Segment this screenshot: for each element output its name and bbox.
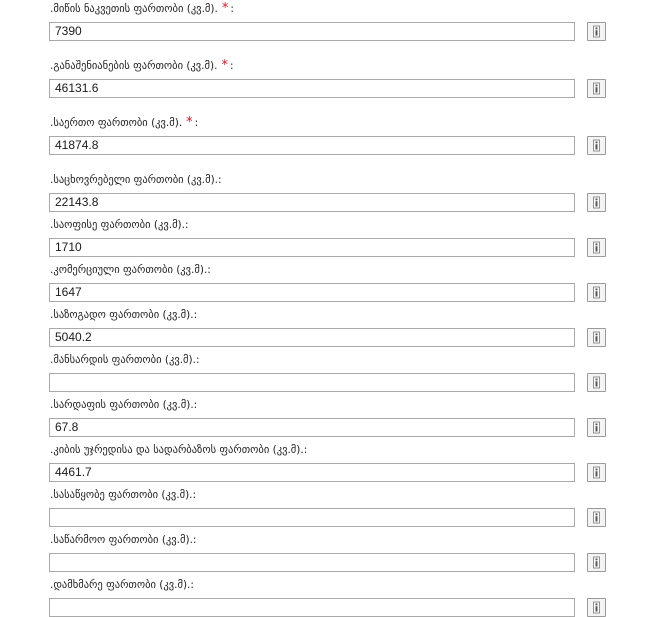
built-up-area-input[interactable]: 46131.6 bbox=[49, 79, 575, 98]
info-button[interactable] bbox=[587, 79, 606, 98]
info-button[interactable] bbox=[587, 136, 606, 155]
field-label: .მანსარდის ფართობი (კვ.მ).: bbox=[50, 354, 200, 366]
field-label: .სარდაფის ფართობი (კვ.მ).: bbox=[50, 399, 198, 411]
office-area-input[interactable]: 1710 bbox=[49, 238, 575, 257]
residential-area-input[interactable]: 22143.8 bbox=[49, 193, 575, 212]
info-icon bbox=[590, 331, 603, 344]
field-label: .საოფისე ფართობი (კვ.მ).: bbox=[50, 219, 189, 231]
info-button[interactable] bbox=[587, 508, 606, 527]
info-icon bbox=[590, 196, 603, 209]
info-icon bbox=[590, 139, 603, 152]
info-icon bbox=[590, 421, 603, 434]
info-button[interactable] bbox=[587, 463, 606, 482]
required-asterisk: * bbox=[221, 1, 229, 16]
field-label: .მიწის ნაკვეთის ფართობი (კვ.მ). * : bbox=[50, 1, 234, 16]
info-button[interactable] bbox=[587, 598, 606, 617]
field-label: .საერთო ფართობი (კვ.მ). * : bbox=[50, 115, 199, 130]
info-button[interactable] bbox=[587, 553, 606, 572]
basement-area-input[interactable]: 67.8 bbox=[49, 418, 575, 437]
total-area-input[interactable]: 41874.8 bbox=[49, 136, 575, 155]
public-area-input[interactable]: 5040.2 bbox=[49, 328, 575, 347]
info-button[interactable] bbox=[587, 328, 606, 347]
land-plot-area-input[interactable]: 7390 bbox=[49, 22, 575, 41]
field-label: .დამხმარე ფართობი (კვ.მ).: bbox=[50, 579, 194, 591]
field-label: .სასაწყობე ფართობი (კვ.მ).: bbox=[50, 489, 197, 501]
attic-area-input[interactable] bbox=[49, 373, 575, 392]
info-icon bbox=[590, 601, 603, 614]
info-button[interactable] bbox=[587, 22, 606, 41]
field-label: .განაშენიანების ფართობი (კვ.მ). * : bbox=[50, 58, 234, 73]
info-icon bbox=[590, 25, 603, 38]
commercial-area-input[interactable]: 1647 bbox=[49, 283, 575, 302]
info-button[interactable] bbox=[587, 373, 606, 392]
info-icon bbox=[590, 82, 603, 95]
stairwell-area-input[interactable]: 4461.7 bbox=[49, 463, 575, 482]
info-icon bbox=[590, 241, 603, 254]
required-asterisk: * bbox=[221, 58, 228, 73]
info-button[interactable] bbox=[587, 193, 606, 212]
info-icon bbox=[590, 466, 603, 479]
field-label: .კომერციული ფართობი (კვ.მ).: bbox=[50, 264, 211, 276]
required-asterisk: * bbox=[186, 115, 193, 130]
info-button[interactable] bbox=[587, 283, 606, 302]
info-icon bbox=[590, 556, 603, 569]
info-icon bbox=[590, 286, 603, 299]
field-label: .საწარმოო ფართობი (კვ.მ).: bbox=[50, 534, 197, 546]
storage-area-input[interactable] bbox=[49, 508, 575, 527]
field-label: .საცხოვრებელი ფართობი (კვ.მ).: bbox=[50, 174, 222, 186]
info-button[interactable] bbox=[587, 418, 606, 437]
auxiliary-area-input[interactable] bbox=[49, 598, 575, 617]
info-icon bbox=[590, 511, 603, 524]
field-label: .საზოგადო ფართობი (კვ.მ).: bbox=[50, 309, 198, 321]
field-label: .კიბის უჯრედისა და სადარბაზოს ფართობი (კვ.მ).: bbox=[50, 444, 308, 456]
production-area-input[interactable] bbox=[49, 553, 575, 572]
info-button[interactable] bbox=[587, 238, 606, 257]
info-icon bbox=[590, 376, 603, 389]
